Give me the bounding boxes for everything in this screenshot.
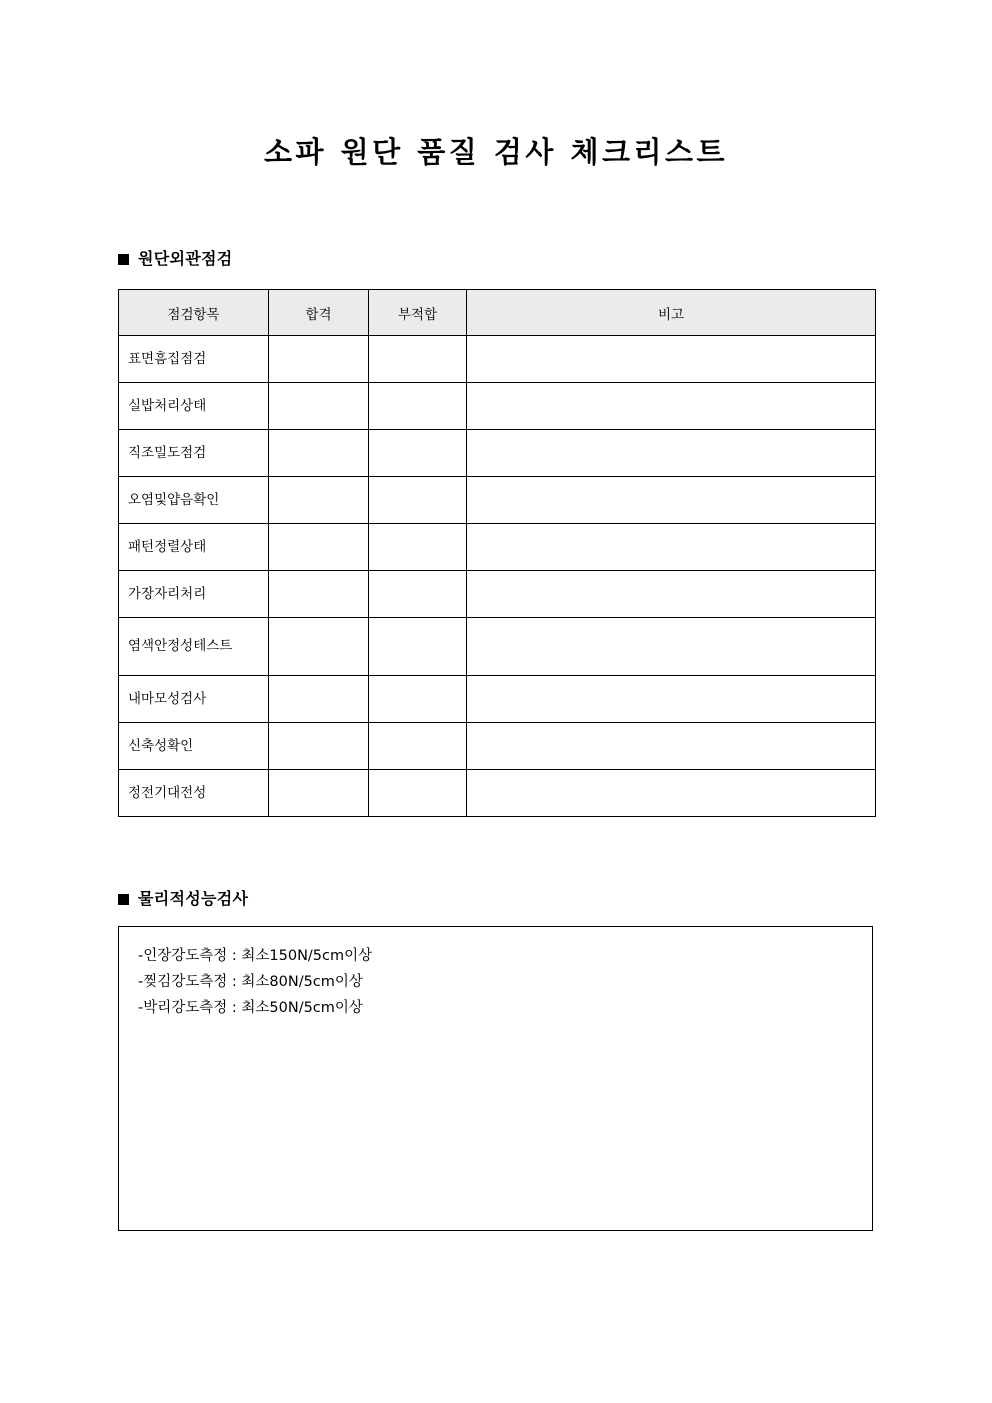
cell-note-input[interactable] <box>467 477 876 524</box>
table-row <box>119 477 876 524</box>
cell-item: 가장자리처리 <box>119 571 269 618</box>
performance-requirement-line: -박리강도측정 : 최소50N/5cm이상 <box>138 1000 363 1016</box>
cell-item: 정전기대전성 <box>119 770 269 817</box>
black-square-bullet-icon <box>118 254 129 265</box>
cell-note-input[interactable] <box>467 524 876 571</box>
cell-note-input[interactable] <box>467 430 876 477</box>
table-row <box>119 770 876 817</box>
physical-performance-notes-box[interactable] <box>118 926 873 1231</box>
table-row <box>119 676 876 723</box>
table-row <box>119 336 876 383</box>
cell-note-input[interactable] <box>467 770 876 817</box>
cell-pass-checkbox[interactable] <box>269 571 369 618</box>
cell-pass-checkbox[interactable] <box>269 430 369 477</box>
cell-fail-checkbox[interactable] <box>369 430 467 477</box>
cell-fail-checkbox[interactable] <box>369 477 467 524</box>
cell-item: 실밥처리상태 <box>119 383 269 430</box>
cell-note-input[interactable] <box>467 618 876 676</box>
cell-item: 신축성확인 <box>119 723 269 770</box>
cell-fail-checkbox[interactable] <box>369 723 467 770</box>
cell-pass-checkbox[interactable] <box>269 723 369 770</box>
cell-item: 직조밀도점검 <box>119 430 269 477</box>
black-square-bullet-icon <box>118 894 129 905</box>
cell-pass-checkbox[interactable] <box>269 770 369 817</box>
cell-note-input[interactable] <box>467 336 876 383</box>
table-row <box>119 618 876 676</box>
cell-pass-checkbox[interactable] <box>269 618 369 676</box>
cell-note-input[interactable] <box>467 723 876 770</box>
cell-pass-checkbox[interactable] <box>269 383 369 430</box>
cell-item: 내마모성검사 <box>119 676 269 723</box>
column-header-pass: 합격 <box>269 290 369 336</box>
section-heading-fabric-appearance <box>118 248 233 270</box>
cell-item: 표면흠집점검 <box>119 336 269 383</box>
cell-note-input[interactable] <box>467 383 876 430</box>
performance-requirement-line: -인장강도측정 : 최소150N/5cm이상 <box>138 948 373 964</box>
cell-pass-checkbox[interactable] <box>269 524 369 571</box>
column-header-item: 점검항목 <box>119 290 269 336</box>
column-header-note: 비고 <box>467 290 876 336</box>
table-row <box>119 723 876 770</box>
cell-item: 패턴정렬상태 <box>119 524 269 571</box>
cell-note-input[interactable] <box>467 676 876 723</box>
cell-pass-checkbox[interactable] <box>269 676 369 723</box>
performance-requirement-line: -찢김강도측정 : 최소80N/5cm이상 <box>138 974 363 990</box>
page-title: 소파 원단 품질 검사 체크리스트 <box>263 135 729 169</box>
cell-fail-checkbox[interactable] <box>369 770 467 817</box>
cell-fail-checkbox[interactable] <box>369 524 467 571</box>
table-row <box>119 383 876 430</box>
cell-pass-checkbox[interactable] <box>269 477 369 524</box>
cell-fail-checkbox[interactable] <box>369 383 467 430</box>
table-row <box>119 524 876 571</box>
table-row <box>119 430 876 477</box>
cell-note-input[interactable] <box>467 571 876 618</box>
cell-item: 오염및얍음확인 <box>119 477 269 524</box>
fabric-appearance-inspection-table <box>118 289 876 817</box>
table-row <box>119 571 876 618</box>
cell-item: 염색안정성테스트 <box>119 618 269 676</box>
cell-fail-checkbox[interactable] <box>369 571 467 618</box>
cell-pass-checkbox[interactable] <box>269 336 369 383</box>
cell-fail-checkbox[interactable] <box>369 336 467 383</box>
column-header-fail: 부적합 <box>369 290 467 336</box>
cell-fail-checkbox[interactable] <box>369 676 467 723</box>
section-heading-label: 원단외관점검 <box>138 249 233 268</box>
section-heading-label: 물리적성능검사 <box>138 889 249 908</box>
section-heading-physical-performance <box>118 888 248 910</box>
table-header-row <box>119 290 876 336</box>
cell-fail-checkbox[interactable] <box>369 618 467 676</box>
